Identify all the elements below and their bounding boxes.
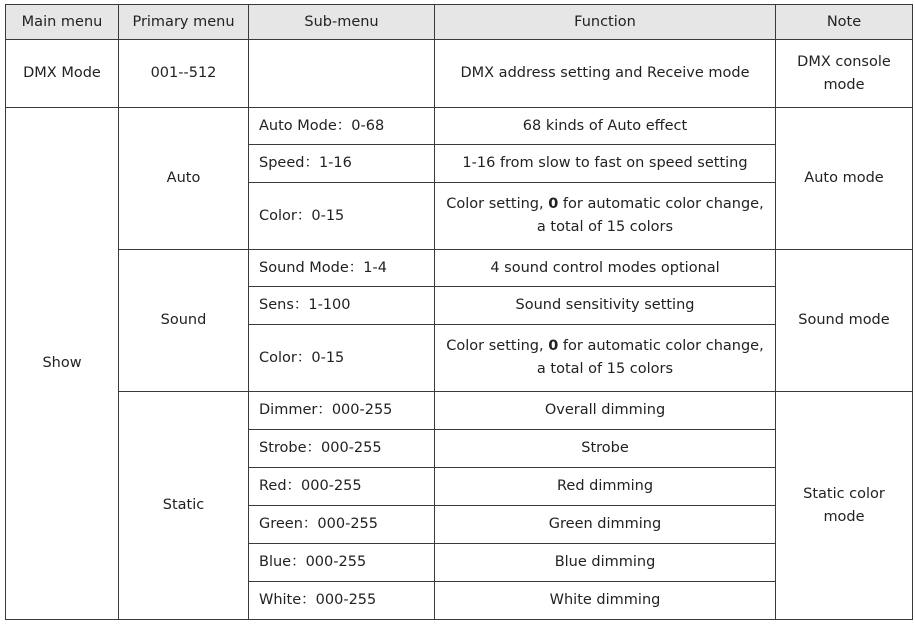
primary-menu-static: Static [119, 392, 249, 620]
sub-menu-cell: Sens：1-100 [249, 287, 435, 325]
header-note: Note [776, 5, 913, 40]
function-text: Color setting, [446, 196, 549, 212]
sub-menu-cell: Speed：1-16 [249, 145, 435, 183]
primary-menu-auto: Auto [119, 108, 249, 250]
function-text: for automatic color change, a total of 15 colors [536, 196, 764, 235]
table-row [6, 392, 913, 430]
sub-menu-cell: Color：0-15 [249, 183, 435, 250]
function-text: Color setting, [446, 338, 549, 354]
function-dmx: DMX address setting and Receive mode [435, 40, 776, 108]
note-dmx: DMX console mode [776, 40, 913, 108]
sub-menu-cell: Green：000-255 [249, 506, 435, 544]
function-cell: Red dimming [435, 468, 776, 506]
function-cell: 1-16 from slow to fast on speed setting [435, 145, 776, 183]
function-cell [435, 183, 776, 250]
function-cell: Strobe [435, 430, 776, 468]
header-sub-menu: Sub-menu [249, 5, 435, 40]
header-main-menu: Main menu [6, 5, 119, 40]
main-menu-dmx: DMX Mode [6, 40, 119, 108]
function-text: for automatic color change, a total of 15 colors [536, 338, 764, 377]
function-cell: Sound sensitivity setting [435, 287, 776, 325]
function-cell: Overall dimming [435, 392, 776, 430]
main-menu-show: Show [6, 108, 119, 620]
function-cell: 68 kinds of Auto effect [435, 108, 776, 145]
header-primary-menu: Primary menu [119, 5, 249, 40]
function-cell: Green dimming [435, 506, 776, 544]
sub-menu-cell: Strobe：000-255 [249, 430, 435, 468]
menu-table [5, 4, 913, 620]
header-row [6, 5, 913, 40]
primary-menu-dmx: 001--512 [119, 40, 249, 108]
function-cell: White dimming [435, 582, 776, 620]
primary-menu-sound: Sound [119, 250, 249, 392]
header-function: Function [435, 5, 776, 40]
sub-menu-cell: Blue：000-255 [249, 544, 435, 582]
note-static: Static color mode [776, 392, 913, 620]
note-sound: Sound mode [776, 250, 913, 392]
sub-menu-dmx [249, 40, 435, 108]
table-row [6, 250, 913, 287]
sub-menu-cell: Dimmer：000-255 [249, 392, 435, 430]
table-row [6, 108, 913, 145]
sub-menu-cell: White：000-255 [249, 582, 435, 620]
sub-menu-cell: Sound Mode：1-4 [249, 250, 435, 287]
function-bold-value: 0 [548, 196, 559, 212]
sub-menu-cell: Red：000-255 [249, 468, 435, 506]
sub-menu-cell: Color：0-15 [249, 325, 435, 392]
note-auto: Auto mode [776, 108, 913, 250]
sub-menu-cell: Auto Mode：0-68 [249, 108, 435, 145]
table-row [6, 40, 913, 108]
function-cell: Blue dimming [435, 544, 776, 582]
function-cell [435, 325, 776, 392]
function-cell: 4 sound control modes optional [435, 250, 776, 287]
function-bold-value: 0 [548, 338, 559, 354]
